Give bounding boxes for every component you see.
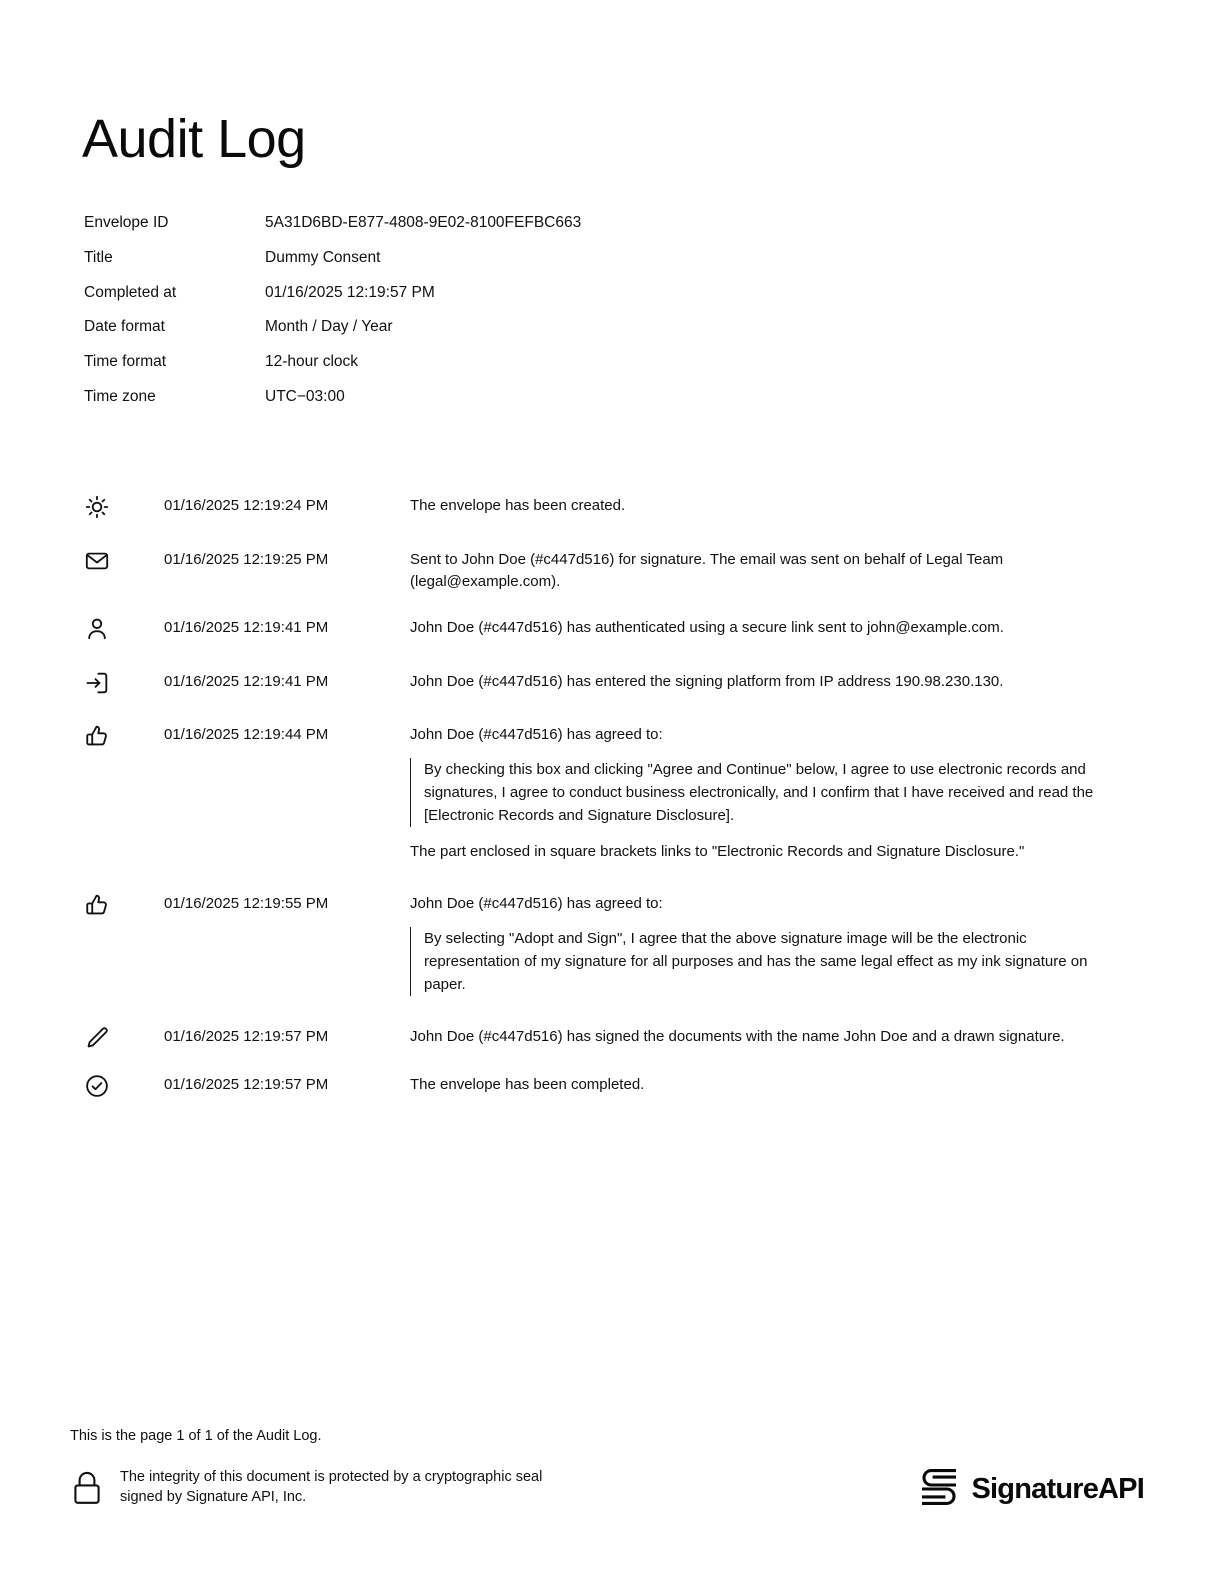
envelope-icon bbox=[84, 546, 164, 574]
audit-event-text: John Doe (#c447d516) has signed the documents with the name John Doe and a drawn signature. bbox=[410, 1028, 1065, 1045]
thumbs-up-icon bbox=[84, 721, 164, 749]
audit-event-body bbox=[410, 890, 1104, 996]
person-icon bbox=[84, 614, 164, 642]
audit-event-text: Sent to John Doe (#c447d516) for signature. The email was sent on behalf of Legal Team (legal@example.com). bbox=[410, 551, 1004, 590]
consent-quote: By checking this box and clicking "Agree and Continue" below, I agree to use electronic records and signatures, I agree to conduct business electronically, and I confirm that I have received and read the [Electronic Records and Signature Disclosure]. bbox=[410, 758, 1104, 827]
metadata-row bbox=[84, 389, 784, 424]
audit-event-time: 01/16/2025 12:19:44 PM bbox=[164, 726, 329, 743]
audit-event-time: 01/16/2025 12:19:57 PM bbox=[164, 1076, 329, 1093]
audit-event-text: John Doe (#c447d516) has agreed to: bbox=[410, 895, 663, 912]
audit-event-time: 01/16/2025 12:19:57 PM bbox=[164, 1028, 329, 1045]
login-icon bbox=[84, 668, 164, 696]
envelope-metadata-table bbox=[84, 215, 784, 424]
metadata-label: Envelope ID bbox=[84, 214, 169, 231]
metadata-value: Dummy Consent bbox=[265, 248, 381, 266]
metadata-row bbox=[84, 319, 784, 354]
metadata-row bbox=[84, 215, 784, 250]
audit-event-row bbox=[84, 890, 1104, 996]
metadata-row bbox=[84, 354, 784, 389]
integrity-seal-text: The integrity of this document is protected by a cryptographic seal signed by Signature API, Inc. bbox=[120, 1469, 543, 1505]
page-number-note: This is the page 1 of 1 of the Audit Log. bbox=[70, 1428, 322, 1444]
footer-bottom-row bbox=[70, 1465, 1154, 1514]
consent-quote: By selecting "Adopt and Sign", I agree that the above signature image will be the electronic representation of my signature for all purposes and has the same legal effect as my ink signature on paper. bbox=[410, 927, 1104, 996]
audit-event-row bbox=[84, 721, 1104, 863]
metadata-row bbox=[84, 250, 784, 285]
audit-event-time: 01/16/2025 12:19:55 PM bbox=[164, 895, 329, 912]
thumbs-up-icon bbox=[84, 890, 164, 918]
signatureapi-logo-icon bbox=[919, 1465, 959, 1514]
audit-event-body bbox=[410, 1071, 1104, 1096]
audit-event-text: The envelope has been created. bbox=[410, 497, 626, 514]
metadata-value: UTC−03:00 bbox=[265, 387, 345, 405]
metadata-label: Completed at bbox=[84, 283, 177, 301]
audit-event-time: 01/16/2025 12:19:25 PM bbox=[164, 551, 329, 568]
metadata-value: 5A31D6BD-E877-4808-9E02-8100FEFBC663 bbox=[265, 214, 582, 231]
integrity-seal bbox=[70, 1467, 550, 1512]
audit-event-body bbox=[410, 614, 1104, 639]
audit-event-body bbox=[410, 1023, 1104, 1048]
pencil-icon bbox=[84, 1023, 164, 1051]
audit-event-time: 01/16/2025 12:19:24 PM bbox=[164, 497, 329, 514]
brand-lockup bbox=[919, 1465, 1155, 1514]
metadata-label: Title bbox=[84, 248, 113, 266]
audit-event-list bbox=[84, 492, 1104, 1099]
audit-event-text: John Doe (#c447d516) has entered the signing platform from IP address 190.98.230.130. bbox=[410, 673, 1004, 690]
audit-event-row bbox=[84, 1071, 1104, 1099]
metadata-value: 01/16/2025 12:19:57 PM bbox=[265, 283, 435, 301]
audit-event-body bbox=[410, 546, 1104, 593]
audit-event-row bbox=[84, 546, 1104, 593]
check-circle-icon bbox=[84, 1071, 164, 1099]
metadata-label: Time format bbox=[84, 353, 167, 371]
audit-event-body bbox=[410, 492, 1104, 517]
metadata-label: Date format bbox=[84, 318, 165, 336]
audit-event-row bbox=[84, 1023, 1104, 1051]
metadata-label: Time zone bbox=[84, 387, 156, 405]
audit-event-text: The envelope has been completed. bbox=[410, 1076, 645, 1093]
page-title: Audit Log bbox=[82, 109, 306, 170]
consent-note: The part enclosed in square brackets links to "Electronic Records and Signature Disclosure." bbox=[410, 843, 1025, 860]
metadata-value: Month / Day / Year bbox=[265, 318, 393, 336]
audit-event-time: 01/16/2025 12:19:41 PM bbox=[164, 673, 329, 690]
audit-event-row bbox=[84, 614, 1104, 642]
audit-event-text: John Doe (#c447d516) has authenticated using a secure link sent to john@example.com. bbox=[410, 619, 1004, 636]
audit-event-body bbox=[410, 721, 1104, 863]
audit-event-text: John Doe (#c447d516) has agreed to: bbox=[410, 726, 663, 743]
metadata-value: 12-hour clock bbox=[265, 353, 359, 371]
metadata-row bbox=[84, 285, 784, 320]
brand-name: SignatureAPI bbox=[971, 1473, 1144, 1505]
sun-icon bbox=[84, 492, 164, 520]
audit-event-body bbox=[410, 668, 1104, 693]
lock-icon bbox=[70, 1467, 104, 1512]
audit-event-row bbox=[84, 492, 1104, 520]
audit-event-time: 01/16/2025 12:19:41 PM bbox=[164, 619, 329, 636]
page-footer bbox=[70, 1426, 1154, 1514]
audit-event-row bbox=[84, 668, 1104, 696]
